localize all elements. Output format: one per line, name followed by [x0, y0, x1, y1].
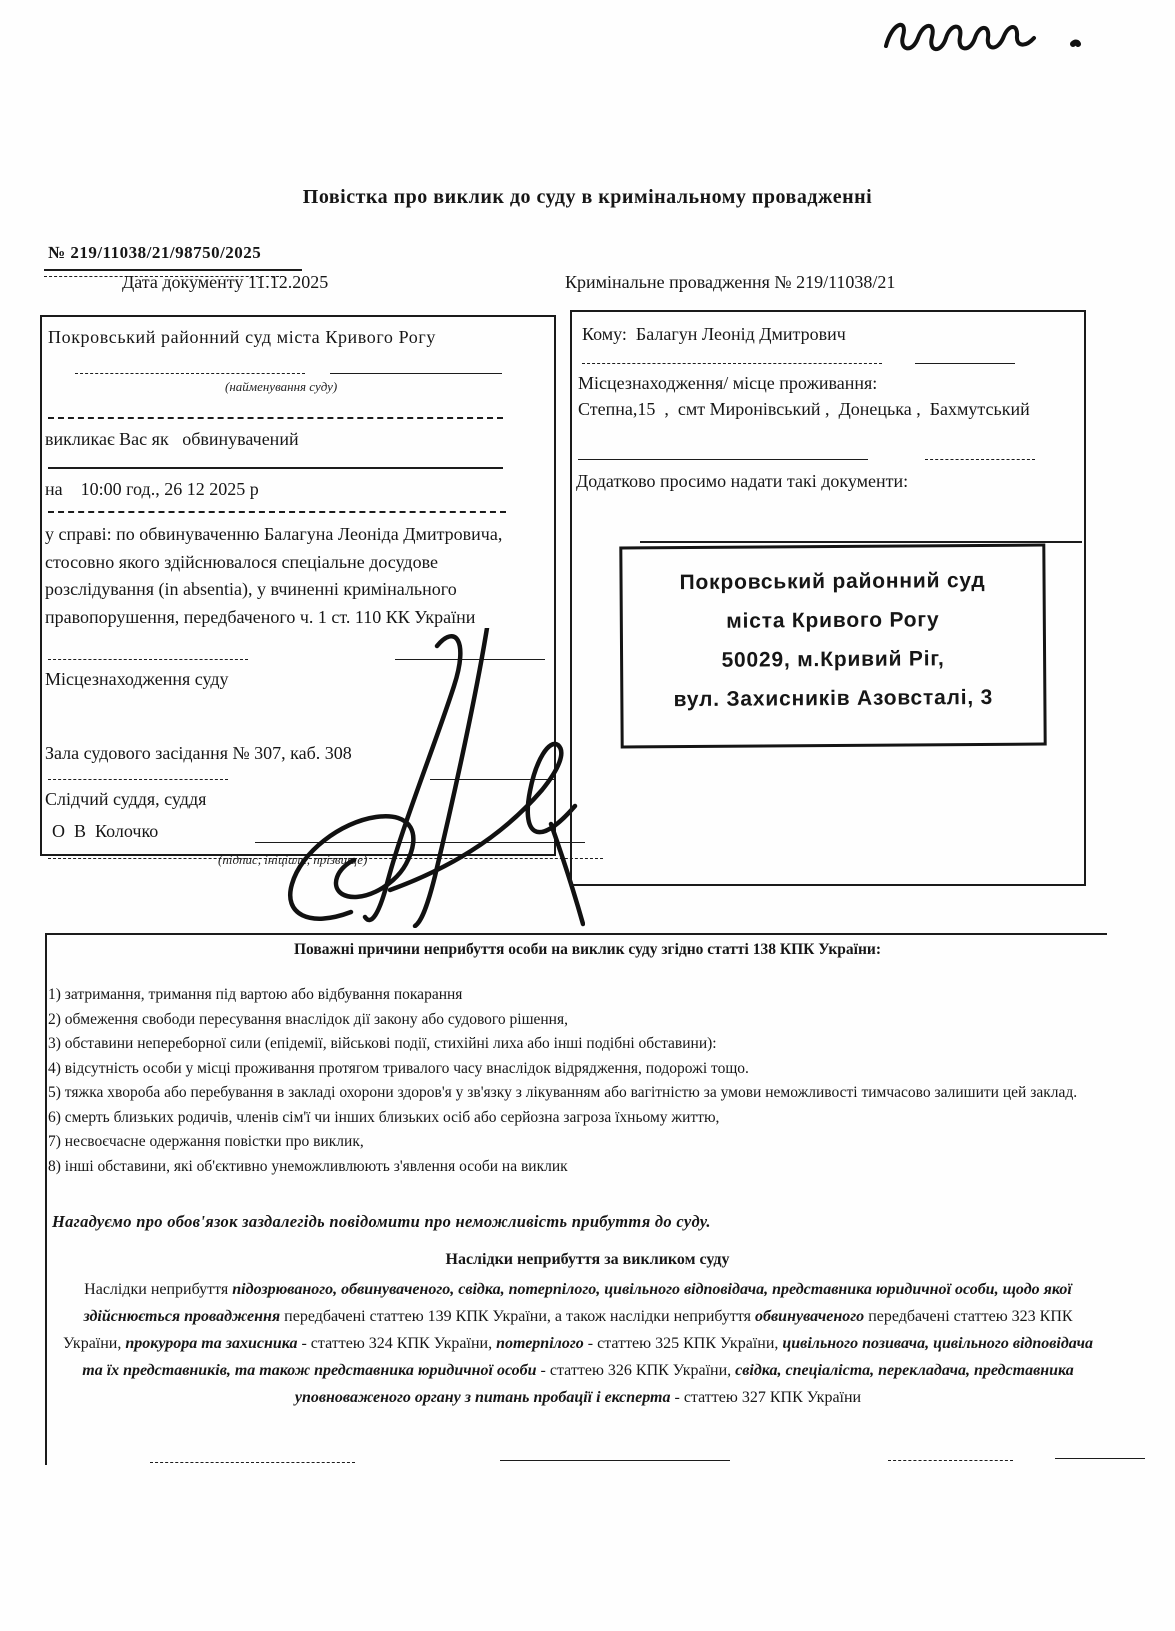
court-address-stamp: [619, 544, 1046, 749]
consequences-segment: прокурора та захисника: [125, 1335, 302, 1352]
hearing-datetime: на 10:00 год., 26 12 2025 р: [45, 479, 259, 499]
reminder-line: Нагадуємо про обов'язок заздалегідь повідомити про неможливість прибуття до суду.: [52, 1212, 711, 1231]
stamp-line: вул. Захисників Азовсталі, 3: [673, 685, 994, 712]
case-number: № 219/11038/21/98750/2025: [48, 243, 262, 262]
residence-label: Місцезнаходження/ місце проживання:: [578, 373, 878, 393]
summon-as-line: викликає Вас як обвинувачений: [45, 429, 299, 449]
case-details: у справі: по обвинуваченню Балагуна Леоніда Дмитровича, стосовно якого здійснювалося спеціальне досудове розслідування (in absentia), у вчиненні кримінального правопорушення, передбаченого ч. 1 ст. 110 КК України: [45, 524, 503, 627]
stamp-line: 50029, м.Кривий Ріг,: [721, 647, 945, 672]
reason-item: 3) обставини непереборної сили (епідемії, військові події, стихійні лиха або інші подібні обставини):: [48, 1035, 717, 1052]
court-name: Покровський районний суд міста Кривого Рогу: [48, 327, 436, 347]
consequences-segment: - статтею 326 КПК України,: [540, 1362, 736, 1379]
reason-item: 2) обмеження свободи пересування внаслідок дії закону або судового рішення,: [48, 1010, 568, 1028]
reason-item: 1) затримання, тримання під вартою або відбування покарання: [48, 986, 463, 1003]
reason-item: 4) відсутність особи у місці проживання протягом тривалого часу внаслідок відрядження, подорожі тощо.: [48, 1059, 749, 1077]
judge-label: Слідчий суддя, суддя: [45, 789, 207, 809]
consequences-segment: цивільного позивача, цивільного відповідача та їх представників, та також представника юридичної особи: [82, 1335, 1093, 1379]
consequences-paragraph: [58, 1276, 1098, 1411]
consequences-segment: потерпілого: [496, 1335, 588, 1352]
hearing-hall-line: Зала судового засідання № 307, каб. 308: [45, 743, 352, 763]
consequences-segment: підозрюваного, обвинуваченого, свідка, потерпілого, цивільного відповідача, представника юридичної особи, щодо якої здійснюється провадження: [83, 1281, 1072, 1325]
consequences-segment: свідка, спеціаліста, перекладача, представника уповноваженого органу з питань пробації і експерта: [294, 1362, 1074, 1406]
consequences-segment: обвинуваченого: [755, 1308, 869, 1325]
handwritten-note: [868, 2, 1148, 64]
reason-item: 8) інші обставини, які об'єктивно унеможливлюють з'явлення особи на виклик: [48, 1157, 568, 1175]
stamp-line: міста Кривого Рогу: [726, 608, 940, 633]
consequences-segment: передбачені статтею 139 КПК України, а також наслідки неприбуття: [284, 1308, 756, 1325]
signature-caption: (підпис, ініціали, прізвище): [218, 852, 368, 867]
reason-item: 6) смерть близьких родичів, членів сім'ї чи інших близьких осіб або серйозна загроза їхньому життю,: [48, 1108, 720, 1126]
valid-reasons-heading: Поважні причини неприбуття особи на виклик суду згідно статті 138 КПК України:: [293, 941, 882, 958]
judge-signature: [255, 628, 585, 928]
criminal-proceeding-number: Кримінальне провадження № 219/11038/21: [565, 272, 896, 292]
consequences-title: Наслідки неприбуття за викликом суду: [445, 1251, 730, 1268]
court-location-label: Місцезнаходження суду: [45, 669, 229, 689]
document-title: Повістка про виклик до суду в кримінальному провадженні: [302, 186, 873, 208]
consequences-segment: - статтею 324 КПК України,: [301, 1335, 497, 1352]
stamp-line: Покровський районний суд: [679, 568, 986, 595]
documents-request-label: Додатково просимо надати такі документи:: [576, 471, 909, 491]
reason-item: 5) тяжка хвороба або перебування в закладі охорони здоров'я у зв'язку з лікуванням або вагітністю за умови неможливості тимчасово залишити цей заклад.: [48, 1084, 1078, 1101]
consequences-segment: передбачені статтею 323 КПК України,: [63, 1308, 1073, 1352]
judge-name: О В Колочко: [52, 821, 159, 841]
addressee-line: Кому: Балагун Леонід Дмитрович: [582, 324, 846, 344]
consequences-segment: Наслідки неприбуття: [84, 1281, 233, 1298]
valid-reasons-list: [48, 983, 1103, 1179]
reason-item: 7) несвоєчасне одержання повістки про виклик,: [48, 1133, 364, 1150]
court-name-caption: (найменування суду): [225, 379, 338, 394]
consequences-segment: - статтею 325 КПК України,: [587, 1335, 783, 1352]
residence-address: Степна,15 , смт Миронівський , Донецька , Бахмутський: [578, 399, 1030, 419]
consequences-segment: - статтею 327 КПК України: [674, 1389, 862, 1406]
document-date: Дата документу 11.12.2025: [122, 272, 329, 292]
